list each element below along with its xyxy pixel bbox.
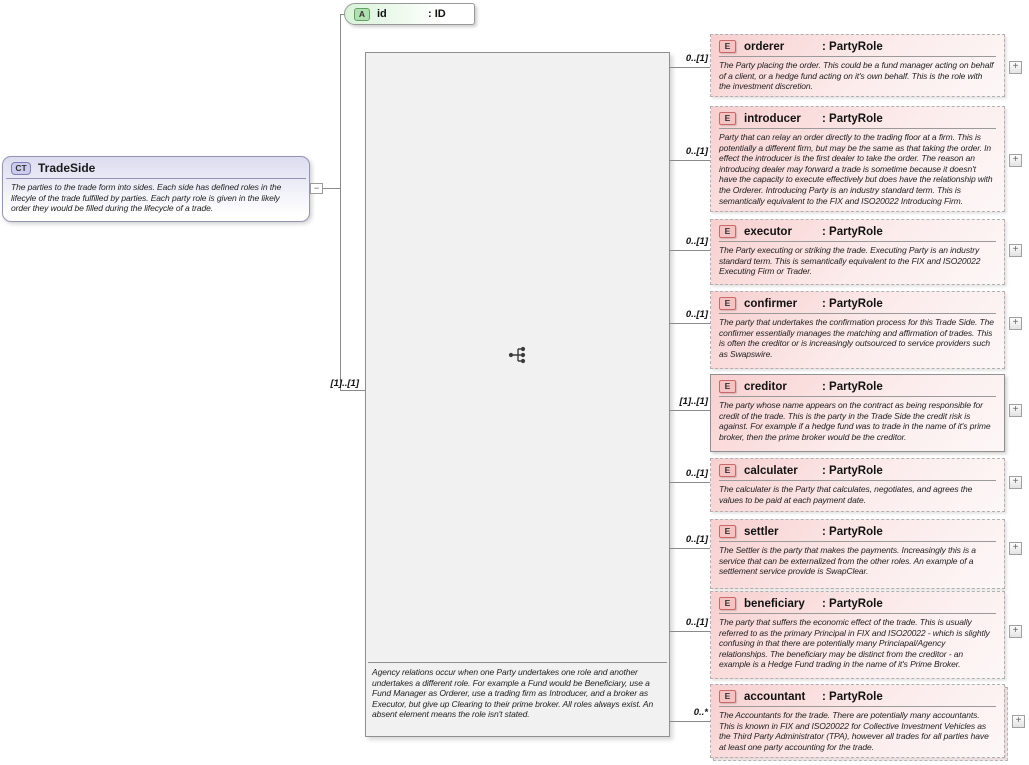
connector-line: [322, 188, 340, 189]
cardinality-label: 0..[1]: [685, 468, 708, 479]
element-node-creditor[interactable]: [710, 374, 1005, 452]
attribute-node-id[interactable]: [344, 3, 475, 25]
connector-line: [670, 631, 710, 632]
element-icon: E: [719, 464, 736, 477]
connector-line: [670, 721, 710, 722]
expand-icon[interactable]: +: [1009, 404, 1022, 417]
element-description: The Party executing or striking the trade. Executing Party is an industry standard term. This is semantically equivalent to the FIX and ISO20022 Executing Firm or Trader.: [719, 245, 981, 277]
element-type: : PartyRole: [822, 464, 883, 477]
cardinality-label: 0..[1]: [685, 534, 708, 545]
collapse-icon[interactable]: −: [310, 183, 323, 194]
all-compositor-icon: [507, 346, 529, 369]
cardinality-label: 0..[1]: [685, 617, 708, 628]
connector-line: [670, 548, 710, 549]
cardinality-label: 0..[1]: [685, 309, 708, 320]
connector-line: [670, 160, 710, 161]
element-name: settler: [744, 525, 779, 538]
element-node-beneficiary[interactable]: [710, 591, 1005, 679]
expand-icon[interactable]: +: [1012, 715, 1025, 728]
complextype-icon: CT: [11, 162, 31, 175]
complextype-title: TradeSide: [38, 161, 96, 175]
element-description: The party that suffers the economic effect of the trade. This is usually referred to as the primary Principal in FIX and ISO20022 - which is slightly confusing in that there are potentially many Princiapal/Agency relationships. The beneficiary may be distinct from the creditor - an example is a Hedge Fund trading in the name of it's Prime Broker.: [719, 617, 990, 670]
element-icon: E: [719, 297, 736, 310]
element-node-confirmer[interactable]: [710, 291, 1005, 369]
element-icon: E: [719, 380, 736, 393]
element-name: introducer: [744, 112, 801, 125]
element-node-orderer[interactable]: [710, 34, 1005, 97]
element-icon: E: [719, 225, 736, 238]
element-description: The calculater is the Party that calculates, negotiates, and agrees the values to be paid at each payment date.: [719, 484, 973, 505]
connector-line: [670, 410, 710, 411]
complextype-description: The parties to the trade form into sides. Each side has defined roles in the lifecyle of the trade fulfilled by parties. Each party role is given in the likely order they would be filled during the lifecycle of a trade.: [11, 182, 282, 213]
cardinality-label: 0..[1]: [685, 236, 708, 247]
element-icon: E: [719, 525, 736, 538]
expand-icon[interactable]: +: [1009, 244, 1022, 257]
compositor-node[interactable]: [365, 52, 670, 737]
expand-icon[interactable]: +: [1009, 476, 1022, 489]
cardinality-label: 0..[1]: [685, 146, 708, 157]
cardinality-label: 0..*: [693, 707, 708, 718]
element-name: orderer: [744, 40, 785, 53]
element-icon: E: [719, 40, 736, 53]
connector-line: [670, 250, 710, 251]
expand-icon[interactable]: +: [1009, 625, 1022, 638]
element-name: beneficiary: [744, 597, 805, 610]
cardinality-label: 0..[1]: [685, 53, 708, 64]
complextype-node-tradeside[interactable]: [2, 156, 310, 222]
expand-icon[interactable]: +: [1009, 317, 1022, 330]
element-description: The party whose name appears on the contract as being responsible for credit of the trade. This is the party in the Trade Side the credit risk is against. For example if a hedge fund was to trade in the name of it's prime broker, then the prime broker would be the creditor.: [719, 400, 991, 442]
element-type: : PartyRole: [822, 525, 883, 538]
element-icon: E: [719, 597, 736, 610]
cardinality-label: [1]..[1]: [330, 378, 359, 389]
cardinality-label: [1]..[1]: [679, 396, 708, 407]
element-name: creditor: [744, 380, 787, 393]
expand-icon[interactable]: +: [1009, 154, 1022, 167]
expand-icon[interactable]: +: [1009, 542, 1022, 555]
element-node-executor[interactable]: [710, 219, 1005, 285]
element-name: calculater: [744, 464, 798, 477]
element-description: The Settler is the party that makes the payments. Increasingly this is a service that can be externalized from the other roles. An example of a settlement service provide is SwapClear.: [719, 545, 976, 577]
element-type: : PartyRole: [822, 297, 883, 310]
element-description: The Accountants for the trade. There are potentially many accountants. This is known in FIX and ISO20022 for Collective Investment Vehicles as the Third Party Administrator (TPA), however all trades for all parties have at least one party accounting for the trade.: [719, 710, 989, 752]
element-node-settler[interactable]: [710, 519, 1005, 589]
connector-line: [670, 67, 710, 68]
element-type: : PartyRole: [822, 690, 883, 703]
attribute-name: id: [377, 8, 387, 20]
element-node-calculater[interactable]: [710, 458, 1005, 512]
element-node-introducer[interactable]: [710, 106, 1005, 212]
element-type: : PartyRole: [822, 597, 883, 610]
connector-line: [670, 482, 710, 483]
element-name: accountant: [744, 690, 806, 703]
connector-trunk-line: [340, 14, 341, 391]
element-name: executor: [744, 225, 792, 238]
compositor-annotation: Agency relations occur when one Party undertakes one role and another undertakes a different role. For example a Fund would be Beneficiary, use a Fund Manager as Orderer, use a trading firm as Introducer, and a broker as Executor, but give up Clearing to their prime broker. All roles always exist. An absent element means the role isn't stated.: [368, 662, 667, 736]
element-description: Party that can relay an order directly to the trading floor at a firm. This is potentially a different firm, but may be the same as that taking the order. In effect the introducer is the first dealer to take the order. The reason an introducing dealer may forward a trade is sometime because it doesn't have the capacity to execute effectively but does have the relationship with the Orderer. Introducing Party is an industry standard term. This is semantically equivalent to the FIX and ISO20022 Introducing Firm.: [719, 132, 993, 206]
attribute-icon: A: [354, 8, 370, 21]
element-icon: E: [719, 112, 736, 125]
element-type: : PartyRole: [822, 40, 883, 53]
attribute-type: : ID: [428, 8, 446, 20]
element-description: The Party placing the order. This could be a fund manager acting on behalf of a client, or a hedge fund acting on it's own behalf. This is the role with the investment discretion.: [719, 60, 994, 92]
element-description: The party that undertakes the confirmation process for this Trade Side. The confirmer essentially manages the matching and affirmation of trades. This is often the creditor or is increasingly outsourced to service providers such as Swapswire.: [719, 317, 994, 359]
element-name: confirmer: [744, 297, 798, 310]
expand-icon[interactable]: +: [1009, 61, 1022, 74]
connector-line: [341, 390, 365, 391]
element-type: : PartyRole: [822, 380, 883, 393]
connector-line: [670, 323, 710, 324]
element-type: : PartyRole: [822, 225, 883, 238]
element-type: : PartyRole: [822, 112, 883, 125]
element-node-accountant[interactable]: [710, 684, 1005, 758]
element-icon: E: [719, 690, 736, 703]
